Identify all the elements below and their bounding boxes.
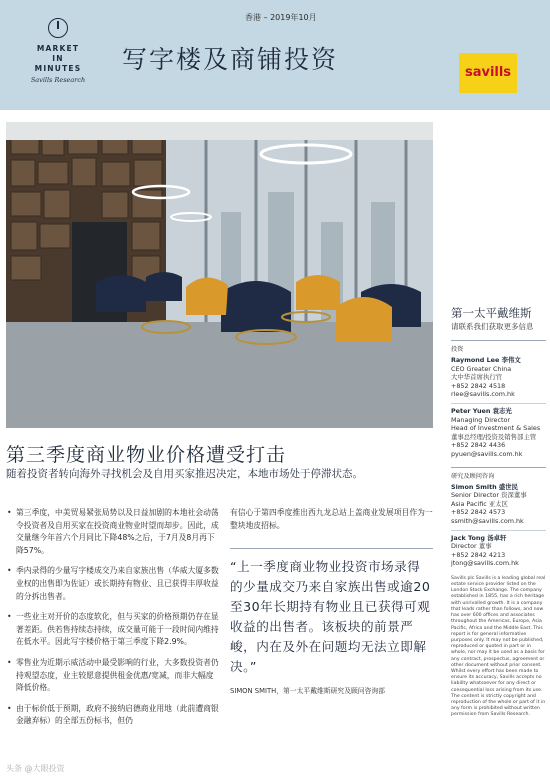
contact-name: Peter Yuen 袁志光 [451, 406, 512, 415]
contact-phone: +852 2842 4436 [451, 441, 506, 450]
contact-role: CEO Greater China [451, 364, 512, 373]
lobby-illustration [6, 122, 433, 428]
quote-attribution: SIMON SMITH，第一太平戴维斯研究及顾问咨询部 [230, 687, 385, 696]
sidebar-subtitle: 请联系我们获取更多信息 [451, 322, 534, 331]
continued-paragraph: 有信心于第四季度推出西九龙总站上盖商业发展项目作为一整块地皮招标。 [230, 508, 433, 530]
contact-divider [451, 403, 546, 404]
contact-card [451, 534, 546, 568]
bullet-item: • 第三季度，中美贸易紧张局势以及日益加剧的本地社会动荡令投资者及自用买家在投资商业物业时望而却步。因此，成交量继今年首六个月同比下降48%之后，于7月及8月再下降57%。 [6, 507, 221, 557]
contact-role-cn: 董事总经理/投资及销售部主管 [451, 432, 537, 441]
contact-role: Managing Director [451, 415, 511, 424]
pull-quote-text: “上一季度商业物业投资市场录得的少量成交乃来自家族出售或逾20至30年长期持有物业且已获得可观收益的出售者。该板块的前景严峻，内在及外在问题均无法立即解决。” [230, 559, 431, 675]
contact-phone: +852 2842 4213 [451, 550, 506, 559]
bullet-item: • 一些业主对开价的态度软化，但与买家的价格预期仍存在显著差距。供若售持续态持续，成交量可能于一段时间内维持在低水平。因此写字楼价格于第三季度下降2.9%。 [6, 611, 221, 649]
header-band [0, 0, 550, 110]
legal-disclaimer: Savills plc Savills is a leading global real estate service provider listed on the London Stock Exchange. The company established in 1855, has a rich heritage with unrivalled growth. It is a company that leads rather than follows, and now has over 600 offices and associates throughout the Americas, Europe, Asia Pacific, Africa and the Middle East. This report is for general informative purposes only. It may not be published, reproduced or quoted in part or in whole, nor may it be used as a basis for any contract, prospectus, agreement or other document without prior consent. Whilst every effort has been made to ensure its accuracy, Savills accepts no liability whatsoever for any direct or consequential loss arising from its use. The content is strictly copyright and reproduction of the whole or part of it in any form is prohibited without written permission from Savills Research. [451, 575, 546, 718]
contact-role-cn: 大中华首席执行官 [451, 373, 503, 382]
section-research: 研究及顾问咨询 [451, 467, 546, 480]
article-lead: 随着投资者转向海外寻找机会及自用买家推迟决定，本地市场处于停滞状态。 [6, 468, 363, 480]
bullet-item: • 季内录得的少量写字楼成交乃来自家族出售（华威大厦多数业权的出售即为佐证）或长期持有物业、且已获得丰厚收益的分拆出售者。 [6, 565, 221, 603]
savills-logo [459, 53, 517, 93]
contact-email[interactable]: jtong@savills.com.hk [451, 559, 519, 568]
section-investment: 投资 [451, 340, 546, 353]
contact-name: Raymond Lee 李伟文 [451, 356, 521, 364]
contact-phone: +852 2842 4518 [451, 381, 506, 390]
sidebar-headline: 第一太平戴维斯 [451, 306, 532, 320]
lobby-photo [6, 122, 433, 428]
contact-email[interactable]: pyuen@savills.com.hk [451, 449, 523, 458]
logo-line-1: MARKET [36, 44, 80, 53]
bullet-item: • 零售业为近期示威活动中最受影响的行业，大多数投资者仍持观望态度，业主较愿意提供租金优惠/宽减，而非大幅度降低价格。 [6, 657, 221, 695]
contact-role: Director 董事 [451, 542, 492, 551]
logo-sub: Savills Research [30, 76, 86, 84]
issue-date: 香港 – 2019年10月 [245, 13, 317, 22]
savills-logo-text: savills [464, 65, 512, 80]
contact-email[interactable]: ssmith@savills.com.hk [451, 516, 524, 525]
contact-card [451, 407, 546, 459]
contact-divider [451, 530, 546, 531]
contact-role-2: Head of Investment & Sales [451, 424, 541, 433]
market-in-minutes-logo [18, 18, 98, 84]
clock-ring-icon [48, 18, 68, 38]
contact-sidebar [451, 306, 546, 719]
article-headline: 第三季度商业物业价格遭受打击 [6, 444, 287, 466]
bullet-item: • 由于标价低于预期，政府不接纳启德商业用地（此前遭商银金融弃标）的全部五份标书，但仍 [6, 703, 221, 728]
contact-role: Senior Director 资深董事 [451, 491, 527, 500]
logo-line-2: IN [52, 54, 64, 63]
contact-email[interactable]: rlee@savills.com.hk [451, 390, 515, 399]
logo-line-3: MINUTES [34, 64, 82, 73]
contact-phone: +852 2842 4573 [451, 508, 506, 517]
quote-column [230, 507, 433, 695]
contact-name: Jack Tong 汤卓轩 [451, 533, 507, 542]
report-title: 写字楼及商铺投资 [122, 45, 339, 74]
contact-name: Simon Smith 盛世民 [451, 482, 519, 491]
watermark: 头条 @大眼投资 [6, 764, 65, 773]
pull-quote [230, 548, 433, 695]
contact-card [451, 483, 546, 526]
contact-region: Asia Pacific 亚太区 [451, 499, 508, 508]
contact-card [451, 356, 546, 399]
bullet-column [6, 507, 221, 736]
